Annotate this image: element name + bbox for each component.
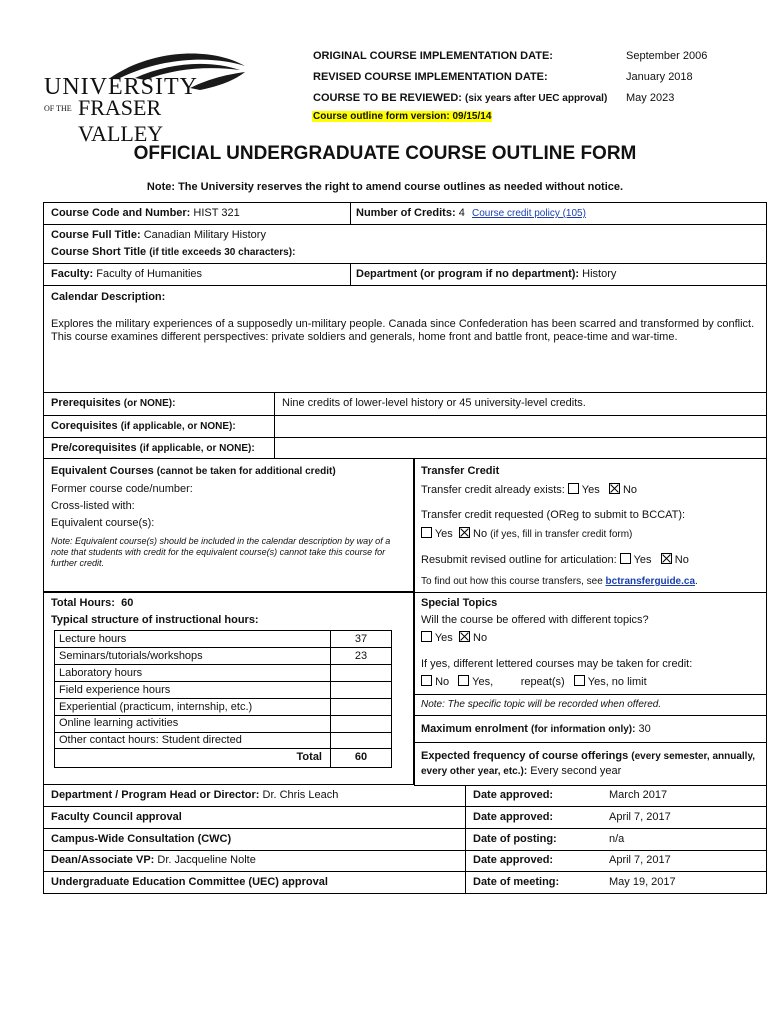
approval-dean[interactable]: Dean/Associate VP: Dr. Jacqueline Nolte (51, 854, 256, 866)
bctransferguide-link[interactable]: bctransferguide.ca (605, 576, 696, 587)
approval-faculty-council[interactable]: Faculty Council approval (51, 811, 182, 823)
hours-row-label: Experiential (practicum, internship, etc.) (59, 701, 253, 713)
credit-policy-link[interactable]: Course credit policy (105) (472, 208, 586, 219)
hours-row-value[interactable]: 37 (354, 633, 368, 645)
approval-date-label: Date of meeting: (473, 876, 560, 888)
review-date-value: May 2023 (626, 92, 675, 104)
approval-date-value[interactable]: April 7, 2017 (609, 854, 671, 866)
precorequisites-label: Pre/corequisites (if applicable, or NONE): (51, 442, 255, 454)
former-course-field[interactable]: Former course code/number: (51, 483, 193, 495)
prerequisites-label: Prerequisites (or NONE): (51, 397, 176, 409)
transfer-requested-no-checkbox[interactable] (459, 527, 470, 538)
lettered-yes-checkbox[interactable] (458, 675, 469, 686)
hours-row-label: Lecture hours (59, 633, 127, 645)
hours-row-label: Seminars/tutorials/workshops (59, 650, 203, 662)
review-date-label: COURSE TO BE REVIEWED: (six years after UEC approval) (313, 92, 608, 104)
resubmit-no-checkbox[interactable] (661, 553, 672, 564)
approval-date-label: Date approved: (473, 789, 554, 801)
total-hours: Total Hours: 60 (51, 597, 134, 609)
hours-row-label: Other contact hours: Student directed (59, 734, 242, 746)
resubmit-yes-checkbox[interactable] (620, 553, 631, 564)
transfer-requested-label: Transfer credit requested (OReg to submit to BCCAT): (421, 509, 686, 521)
equivalent-course-field[interactable]: Equivalent course(s): (51, 517, 155, 529)
lettered-no-limit-checkbox[interactable] (574, 675, 585, 686)
full-title-field[interactable]: Course Full Title: Canadian Military History (51, 229, 266, 241)
approval-uec[interactable]: Undergraduate Education Committee (UEC) approval (51, 876, 328, 888)
cross-listed-field[interactable]: Cross-listed with: (51, 500, 135, 512)
resubmit-row: Resubmit revised outline for articulation: Yes No (421, 554, 689, 566)
department-field[interactable]: Department (or program if no department): History (356, 268, 617, 280)
max-enrolment-field[interactable]: Maximum enrolment (for information only): 30 (421, 723, 651, 735)
page-title: OFFICIAL UNDERGRADUATE COURSE OUTLINE FORM (133, 143, 637, 164)
revised-date-label: REVISED COURSE IMPLEMENTATION DATE: (313, 71, 548, 83)
special-topics-question: Will the course be offered with different topics? (421, 614, 649, 626)
hours-row-label: Field experience hours (59, 684, 171, 696)
special-topics-title: Special Topics (421, 597, 498, 609)
transfer-exists-no-checkbox[interactable] (609, 483, 620, 494)
credits-field[interactable]: Number of Credits: 4 (356, 207, 465, 219)
approval-cwc[interactable]: Campus-Wide Consultation (CWC) (51, 833, 232, 845)
hours-total-label: Total (296, 751, 322, 763)
equivalent-courses-title: Equivalent Courses (cannot be taken for additional credit) (51, 465, 336, 477)
approval-department-head[interactable]: Department / Program Head or Director: Dr. Chris Leach (51, 789, 339, 801)
lettered-no-checkbox[interactable] (421, 675, 432, 686)
hours-row-label: Online learning activities (59, 717, 179, 729)
corequisites-field[interactable] (276, 416, 766, 436)
lettered-courses-row: No Yes, repeat(s) Yes, no limit (421, 675, 647, 688)
approval-date-label: Date approved: (473, 854, 554, 866)
hours-row-value[interactable]: 23 (354, 650, 368, 662)
revised-date-value: January 2018 (626, 71, 693, 83)
short-title-field[interactable]: Course Short Title (if title exceeds 30 characters): (51, 246, 296, 258)
hours-structure-label: Typical structure of instructional hours: (51, 614, 259, 626)
calendar-description-label: Calendar Description: (51, 291, 166, 303)
calendar-description-text[interactable]: Explores the military experiences of a supposedly un-military people. Canada since Confederation has been scarred and transformed by conflict. This course examines different perspectives: private soldiers and generals, home front and battle front, peace-time and war-time. (51, 318, 755, 343)
equivalent-note: Note: Equivalent course(s) should be included in the calendar description by way of a note that students with credit for the equivalent course(s) cannot take this course for further credit. (51, 536, 391, 568)
corequisites-label: Corequisites (if applicable, or NONE): (51, 420, 236, 432)
approval-date-label: Date of posting: (473, 833, 557, 845)
hours-row-label: Laboratory hours (59, 667, 143, 679)
logo-of-the: OF THE (44, 104, 72, 113)
transfer-exists-yes-checkbox[interactable] (568, 483, 579, 494)
special-topics-yes-checkbox[interactable] (421, 631, 432, 642)
faculty-field[interactable]: Faculty: Faculty of Humanities (51, 268, 203, 280)
transfer-requested-yes-checkbox[interactable] (421, 527, 432, 538)
logo-line2: FRASER VALLEY (78, 95, 164, 146)
prerequisites-value[interactable]: Nine credits of lower-level history or 45 university-level credits. (282, 397, 586, 409)
special-topics-no-checkbox[interactable] (459, 631, 470, 642)
hours-total-value[interactable]: 60 (354, 751, 368, 763)
university-logo (40, 48, 250, 146)
form-version: Course outline form version: 09/15/14 (313, 111, 492, 122)
transfer-credit-title: Transfer Credit (421, 465, 500, 477)
approval-date-value[interactable]: May 19, 2017 (609, 876, 676, 888)
special-topics-row: Yes No (421, 631, 487, 644)
transfer-exists-row: Transfer credit already exists: Yes No (421, 484, 638, 496)
precorequisites-field[interactable] (276, 438, 766, 458)
logo-line1: UNIVERSITY (44, 74, 198, 100)
approval-date-label: Date approved: (473, 811, 554, 823)
approval-date-value[interactable]: April 7, 2017 (609, 811, 671, 823)
transfer-requested-row: Yes No (if yes, fill in transfer credit form) (421, 527, 632, 540)
frequency-field[interactable]: Expected frequency of course offerings (every semester, annually, every other year, etc.): Every second year (421, 750, 756, 777)
course-code-field[interactable]: Course Code and Number: HIST 321 (51, 207, 240, 219)
approval-date-value[interactable]: March 2017 (609, 789, 668, 801)
transfer-guide-text: To find out how this course transfers, see bctransferguide.ca. (421, 576, 698, 587)
approval-date-value[interactable]: n/a (609, 833, 625, 845)
lettered-courses-label: If yes, different lettered courses may be taken for credit: (421, 658, 693, 670)
original-date-value: September 2006 (626, 50, 708, 62)
original-date-label: ORIGINAL COURSE IMPLEMENTATION DATE: (313, 50, 553, 62)
disclaimer-note: Note: The University reserves the right to amend course outlines as needed without notice. (146, 181, 624, 193)
special-topics-note: Note: The specific topic will be recorded when offered. (421, 699, 662, 710)
